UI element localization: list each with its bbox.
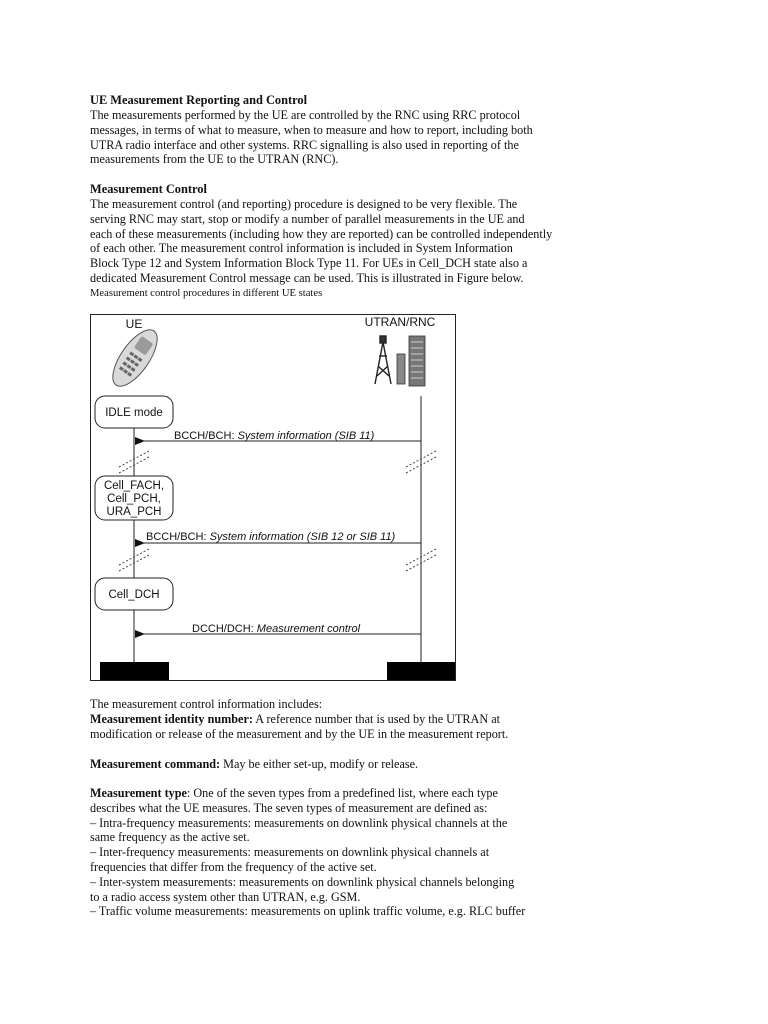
text-line: The measurement control information includes: xyxy=(90,697,323,711)
rnc-label: UTRAN/RNC xyxy=(364,315,436,329)
state-cell-fach-label: Cell_FACH, xyxy=(103,480,165,492)
text-line: measurements from the UE to the UTRAN (RNC). xyxy=(90,152,339,167)
paragraph-intro xyxy=(90,108,580,167)
text-line: describes what the UE measures. The seven types of measurement are defined as: xyxy=(90,800,488,815)
text-line: to a radio access system other than UTRAN, e.g. GSM. xyxy=(90,889,361,904)
text-line: each of these measurements (including how they are reported) can be controlled independently xyxy=(90,226,553,241)
sequence-diagram xyxy=(90,314,457,683)
text-line: – Inter-frequency measurements: measurements on downlink physical channels at xyxy=(90,845,490,860)
text-line: same frequency as the active set. xyxy=(90,830,250,845)
paragraph-measurement-type xyxy=(90,786,580,919)
text-line: – Traffic volume measurements: measurements on uplink traffic volume, e.g. RLC buffer xyxy=(90,904,526,919)
text-fragment: : One of the seven types from a predefined list, where each type xyxy=(186,786,498,800)
state-ura-pch-label: URA_PCH xyxy=(106,506,162,518)
text-line: frequencies that differ from the frequency of the active set. xyxy=(90,859,377,874)
text-line xyxy=(90,786,580,801)
text-line xyxy=(90,757,580,772)
message-label-sib11: BCCH/BCH: System information (SIB 11) xyxy=(174,430,375,442)
message-label-sib12: BCCH/BCH: System information (SIB 12 or SIB 11) xyxy=(146,531,396,543)
rnc-lifeline-end-bar xyxy=(387,662,455,680)
figure-caption: Measurement control procedures in different UE states xyxy=(90,288,323,299)
state-cell-pch-label: Cell_PCH, xyxy=(107,493,161,505)
label-identity-number: Measurement identity number: xyxy=(90,711,253,726)
heading-measurement-control: Measurement Control xyxy=(90,182,207,196)
ue-label: UE xyxy=(125,317,143,331)
text-line: of each other. The measurement control information is included in System Information xyxy=(90,241,513,256)
ue-lifeline-end-bar xyxy=(100,662,169,680)
text-line: Block Type 12 and System Information Block Type 11. For UEs in Cell_DCH state also a xyxy=(90,256,528,271)
text-line: messages, in terms of what to measure, when to measure and how to report, including both xyxy=(90,122,533,137)
paragraph-control-info xyxy=(90,697,580,741)
message-label-measurement-control: DCCH/DCH: Measurement control xyxy=(192,623,361,635)
paragraph-command xyxy=(90,757,580,772)
state-cell-dch-label: Cell_DCH xyxy=(108,589,160,601)
heading-ue-measurement: UE Measurement Reporting and Control xyxy=(90,93,308,107)
text-line: UTRA radio interface and other systems. RRC signalling is also used in reporting of the xyxy=(90,137,519,152)
text-line: The measurement control (and reporting) procedure is designed to be very flexible. The xyxy=(90,197,518,211)
text-line: – Intra-frequency measurements: measurements on downlink physical channels at the xyxy=(90,815,508,830)
text-line: dedicated Measurement Control message can be used. This is illustrated in Figure below. xyxy=(90,270,524,285)
paragraph-measurement-control xyxy=(90,197,580,286)
label-measurement-command: Measurement command: xyxy=(90,757,221,771)
text-fragment: A reference number that is used by the UTRAN at xyxy=(252,711,501,726)
text-line: – Inter-system measurements: measurements on downlink physical channels belonging xyxy=(90,874,515,889)
text-line: modification or release of the measurement and by the UE in the measurement report. xyxy=(90,726,509,741)
text-line: serving RNC may start, stop or modify a number of parallel measurements in the UE and xyxy=(90,211,525,226)
text-fragment: May be either set-up, modify or release. xyxy=(220,757,419,771)
text-line: The measurements performed by the UE are controlled by the RNC using RRC protocol xyxy=(90,108,521,122)
label-measurement-type: Measurement type xyxy=(90,786,187,800)
state-idle-label: IDLE mode xyxy=(105,407,163,419)
text-line xyxy=(90,712,580,727)
